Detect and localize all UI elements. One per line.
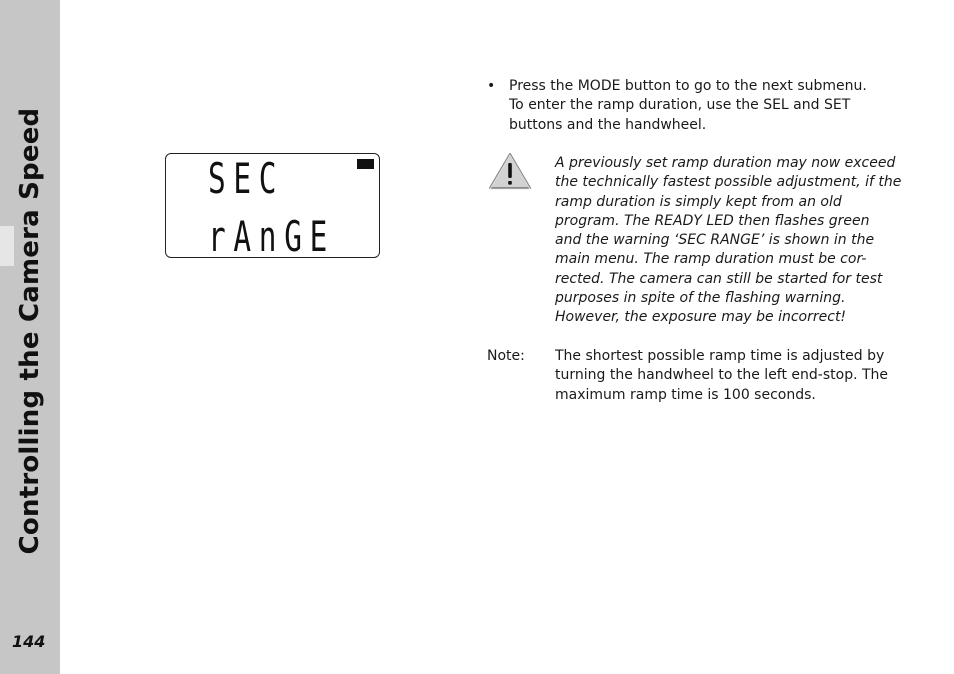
note-line: maximum ramp time is 100 seconds. bbox=[555, 386, 816, 403]
bullet-text bbox=[509, 77, 889, 135]
chapter-sidebar bbox=[0, 0, 60, 674]
warning-text bbox=[555, 154, 902, 328]
warning-line: A previously set ramp duration may now exceed bbox=[555, 155, 896, 171]
note-line: The shortest possible ramp time is adjusted by bbox=[555, 348, 885, 364]
lcd-line-2: rAnGE bbox=[208, 212, 336, 261]
bullet-line: Press the MODE button to go to the next submenu. bbox=[509, 78, 867, 94]
lcd-indicator bbox=[357, 159, 374, 169]
warning-line: and the warning ‘SEC RANGE’ is shown in the bbox=[555, 232, 875, 249]
note-line: turning the handwheel to the left end-stop. The bbox=[555, 367, 889, 384]
warning-line: program. The READY LED then flashes green bbox=[555, 212, 870, 229]
warning-line: purposes in spite of the flashing warning. bbox=[555, 290, 846, 307]
warning-line: main menu. The ramp duration must be cor- bbox=[555, 251, 867, 268]
warning-line: the technically fastest possible adjustment, if the bbox=[555, 174, 902, 191]
bullet-symbol: • bbox=[487, 78, 496, 94]
warning-triangle-icon bbox=[487, 151, 533, 191]
bullet-line: To enter the ramp duration, use the SEL and SET bbox=[509, 97, 851, 114]
warning-line: rected. The camera can still be started for test bbox=[555, 270, 883, 287]
note-label: Note: bbox=[487, 348, 525, 364]
note-text bbox=[555, 347, 889, 405]
lcd-line-1: SEC bbox=[208, 154, 285, 203]
bullet-line: buttons and the handwheel. bbox=[509, 116, 707, 133]
lcd-display bbox=[165, 153, 380, 261]
page-number: 144 bbox=[12, 632, 46, 651]
warning-line: However, the exposure may be incorrect! bbox=[555, 309, 847, 326]
chapter-tab-marker bbox=[0, 226, 14, 266]
chapter-title: Controlling the Camera Speed bbox=[15, 107, 45, 555]
warning-line: ramp duration is simply kept from an old bbox=[555, 193, 842, 210]
